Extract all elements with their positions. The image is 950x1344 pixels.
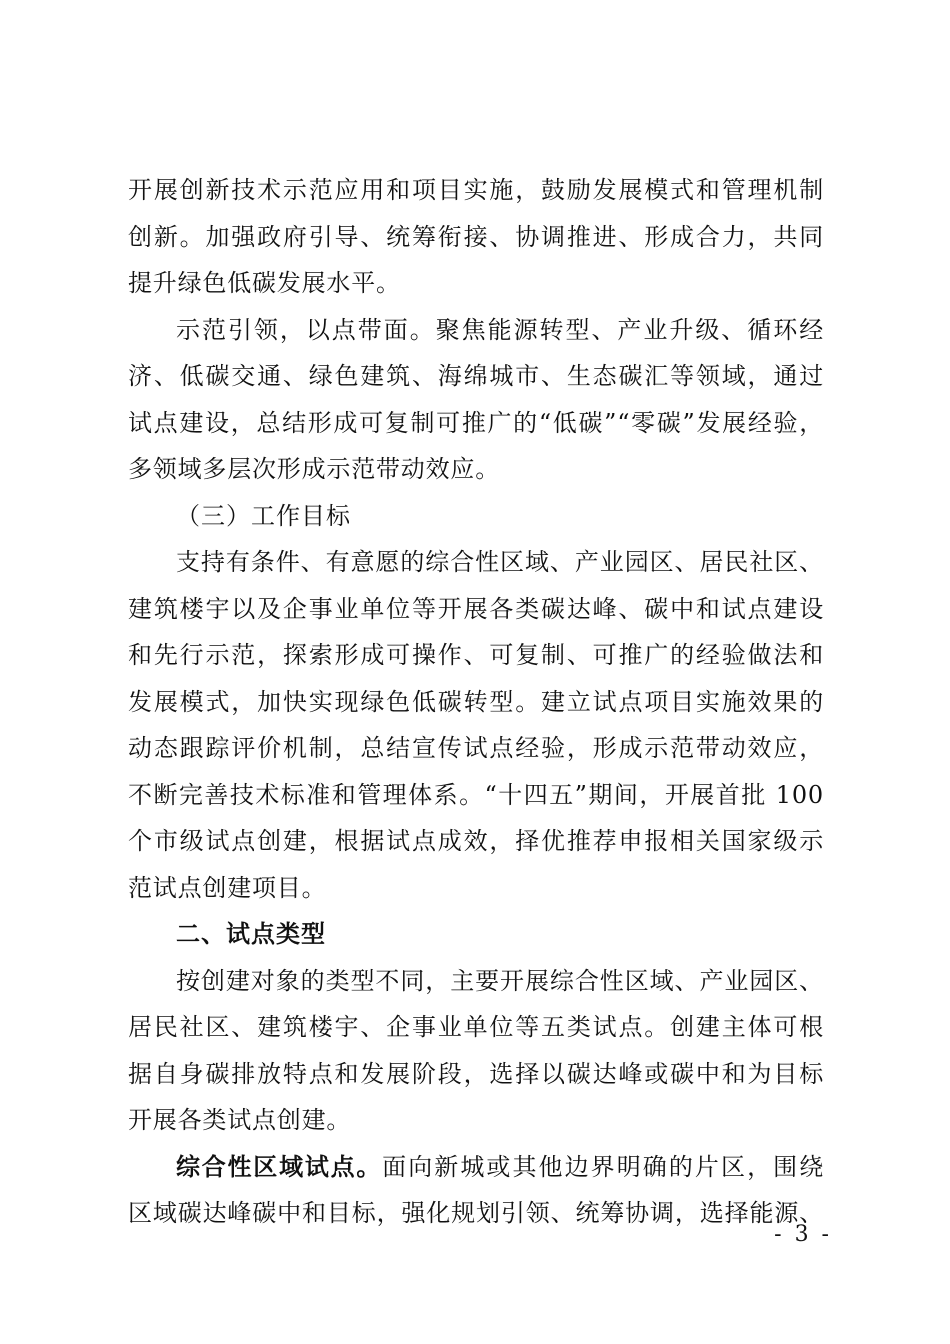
text-line: 不断完善技术标准和管理体系。“十四五”期间，开展首批 100 bbox=[128, 780, 824, 809]
text-line: 居民社区、建筑楼宇、企事业单位等五类试点。创建主体可根 bbox=[128, 1013, 824, 1041]
text-line: 示范引领，以点带面。聚焦能源转型、产业升级、循环经 bbox=[176, 315, 824, 344]
text-line: 按创建对象的类型不同，主要开展综合性区域、产业园区、 bbox=[176, 966, 824, 995]
text-line: 支持有条件、有意愿的综合性区域、产业园区、居民社区、 bbox=[176, 548, 824, 576]
text-line: 济、低碳交通、绿色建筑、海绵城市、生态碳汇等领域，通过 bbox=[128, 362, 824, 390]
text-line: 和先行示范，探索形成可操作、可复制、可推广的经验做法和 bbox=[128, 641, 824, 669]
paragraph-work-goals bbox=[128, 539, 824, 911]
document-body bbox=[128, 167, 824, 1237]
text-line: 创新。加强政府引导、统筹衔接、协调推进、形成合力，共同 bbox=[128, 222, 824, 251]
text-line: 个市级试点创建，根据试点成效，择优推荐申报相关国家级示 bbox=[128, 827, 824, 855]
section-heading-work-goals: （三）工作目标 bbox=[176, 501, 351, 530]
text-fragment: 面向新城或其他边界明确的片区，围绕 bbox=[382, 1152, 824, 1181]
text-line: 建筑楼宇以及企事业单位等开展各类碳达峰、碳中和试点建设 bbox=[128, 594, 824, 623]
text-line: 据自身碳排放特点和发展阶段，选择以碳达峰或碳中和为目标 bbox=[128, 1059, 824, 1088]
paragraph-demonstration bbox=[128, 307, 824, 493]
paragraph-lead-bold: 综合性区域试点。 bbox=[176, 1152, 383, 1181]
text-line bbox=[128, 1144, 824, 1191]
section-heading-pilot-types: 二、试点类型 bbox=[176, 920, 326, 948]
text-line: 试点建设，总结形成可复制可推广的“低碳”“零碳”发展经验， bbox=[128, 408, 824, 437]
text-line: 多领域多层次形成示范带动效应。 bbox=[128, 455, 500, 483]
page-number: - 3 - bbox=[774, 1222, 832, 1247]
text-line: 范试点创建项目。 bbox=[128, 873, 327, 902]
paragraph-continuation bbox=[128, 167, 824, 307]
text-line: 发展模式，加快实现绿色低碳转型。建立试点项目实施效果的 bbox=[128, 687, 824, 716]
text-line: 开展各类试点创建。 bbox=[128, 1106, 352, 1134]
paragraph-comprehensive-area bbox=[128, 1144, 824, 1237]
paragraph-pilot-types bbox=[128, 958, 824, 1144]
text-line: 提升绿色低碳发展水平。 bbox=[128, 269, 401, 297]
text-line: 区域碳达峰碳中和目标，强化规划引领、统筹协调，选择能源、 bbox=[128, 1199, 824, 1227]
text-line: 动态跟踪评价机制，总结宣传试点经验，形成示范带动效应， bbox=[128, 734, 824, 762]
text-line: 开展创新技术示范应用和项目实施，鼓励发展模式和管理机制 bbox=[128, 176, 824, 204]
